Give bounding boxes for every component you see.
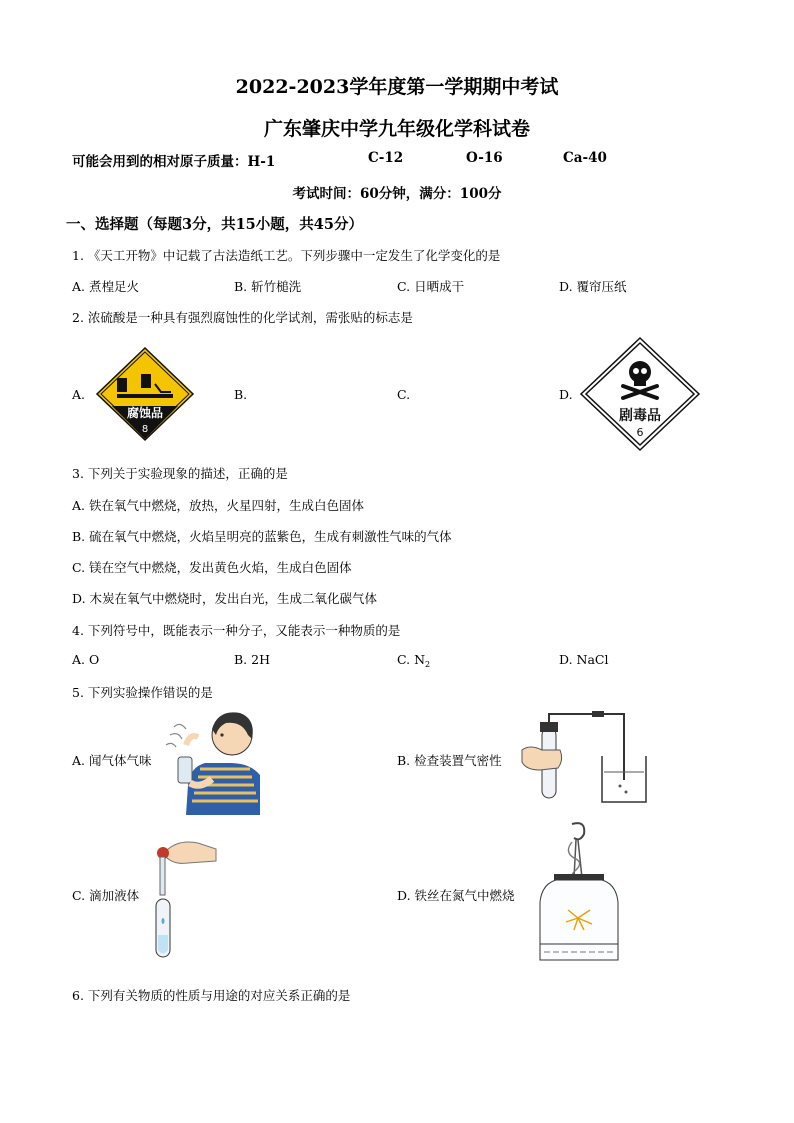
question-6-stem: 6. 下列有关物质的性质与用途的对应关系正确的是 [72, 988, 351, 1003]
q2-option-d: D. [559, 387, 573, 402]
corrosive-sign-text: 腐蚀品 [126, 406, 164, 420]
q5-option-c: C. 滴加液体 [72, 888, 140, 903]
iron-wire-burning-illustration-icon [528, 822, 628, 972]
section-title: 一、选择题（每题3分，共15小题，共45分） [66, 216, 363, 233]
q3-option-d: D. 木炭在氧气中燃烧时，发出白光，生成二氧化碳气体 [72, 591, 378, 606]
dropping-liquid-illustration-icon [148, 835, 218, 960]
q5-option-a: A. 闻气体气味 [72, 753, 152, 768]
q4-option-a: A. O [72, 652, 100, 667]
corrosive-sign-number: 8 [141, 424, 149, 435]
corrosive-sign-icon [95, 346, 195, 442]
atomic-mass-ca: Ca-40 [563, 150, 607, 166]
q4-option-d: D. NaCl [559, 652, 609, 667]
q2-option-a: A. [72, 387, 86, 402]
atomic-mass-c: C-12 [368, 150, 404, 166]
q1-option-a: A. 煮楻足火 [72, 279, 139, 294]
exam-title: 2022-2023学年度第一学期期中考试 [235, 76, 559, 98]
q2-option-b: B. [234, 387, 248, 402]
atomic-mass-label: 可能会用到的相对原子质量：H-1 [72, 154, 276, 170]
q4-option-c [397, 652, 430, 669]
airtightness-check-illustration-icon [520, 710, 650, 805]
toxic-sign-icon [579, 336, 701, 452]
q1-option-c: C. 日晒成干 [397, 279, 465, 294]
question-3-stem: 3. 下列关于实验现象的描述，正确的是 [72, 466, 288, 481]
q5-option-d: D. 铁丝在氮气中燃烧 [397, 888, 515, 903]
q4-option-c-subscript: 2 [425, 660, 431, 669]
q1-option-d: D. 覆帘压纸 [559, 279, 627, 294]
q3-option-b: B. 硫在氧气中燃烧，火焰呈明亮的蓝紫色，生成有刺激性气味的气体 [72, 529, 452, 544]
toxic-sign-text: 剧毒品 [619, 408, 661, 424]
question-4-stem: 4. 下列符号中，既能表示一种分子，又能表示一种物质的是 [72, 623, 401, 638]
question-2-stem: 2. 浓硫酸是一种具有强烈腐蚀性的化学试剂，需张贴的标志是 [72, 310, 413, 325]
exam-info: 考试时间：60分钟，满分：100分 [292, 186, 502, 202]
toxic-sign-number: 6 [636, 426, 644, 439]
smelling-gas-illustration-icon [160, 705, 260, 815]
q4-option-b: B. 2H [234, 652, 270, 667]
q5-option-b: B. 检查装置气密性 [397, 753, 502, 768]
question-1-stem: 1. 《天工开物》中记载了古法造纸工艺。下列步骤中一定发生了化学变化的是 [72, 248, 501, 263]
q2-option-c: C. [397, 387, 411, 402]
q3-option-a: A. 铁在氧气中燃烧，放热，火星四射，生成白色固体 [72, 498, 364, 513]
atomic-mass-o: O-16 [466, 150, 503, 166]
q1-option-b: B. 斩竹槌洗 [234, 279, 302, 294]
exam-subtitle: 广东肇庆中学九年级化学科试卷 [263, 118, 530, 140]
question-5-stem: 5. 下列实验操作错误的是 [72, 685, 213, 700]
q4-option-c-main: C. N [397, 652, 426, 667]
q3-option-c: C. 镁在空气中燃烧，发出黄色火焰，生成白色固体 [72, 560, 352, 575]
